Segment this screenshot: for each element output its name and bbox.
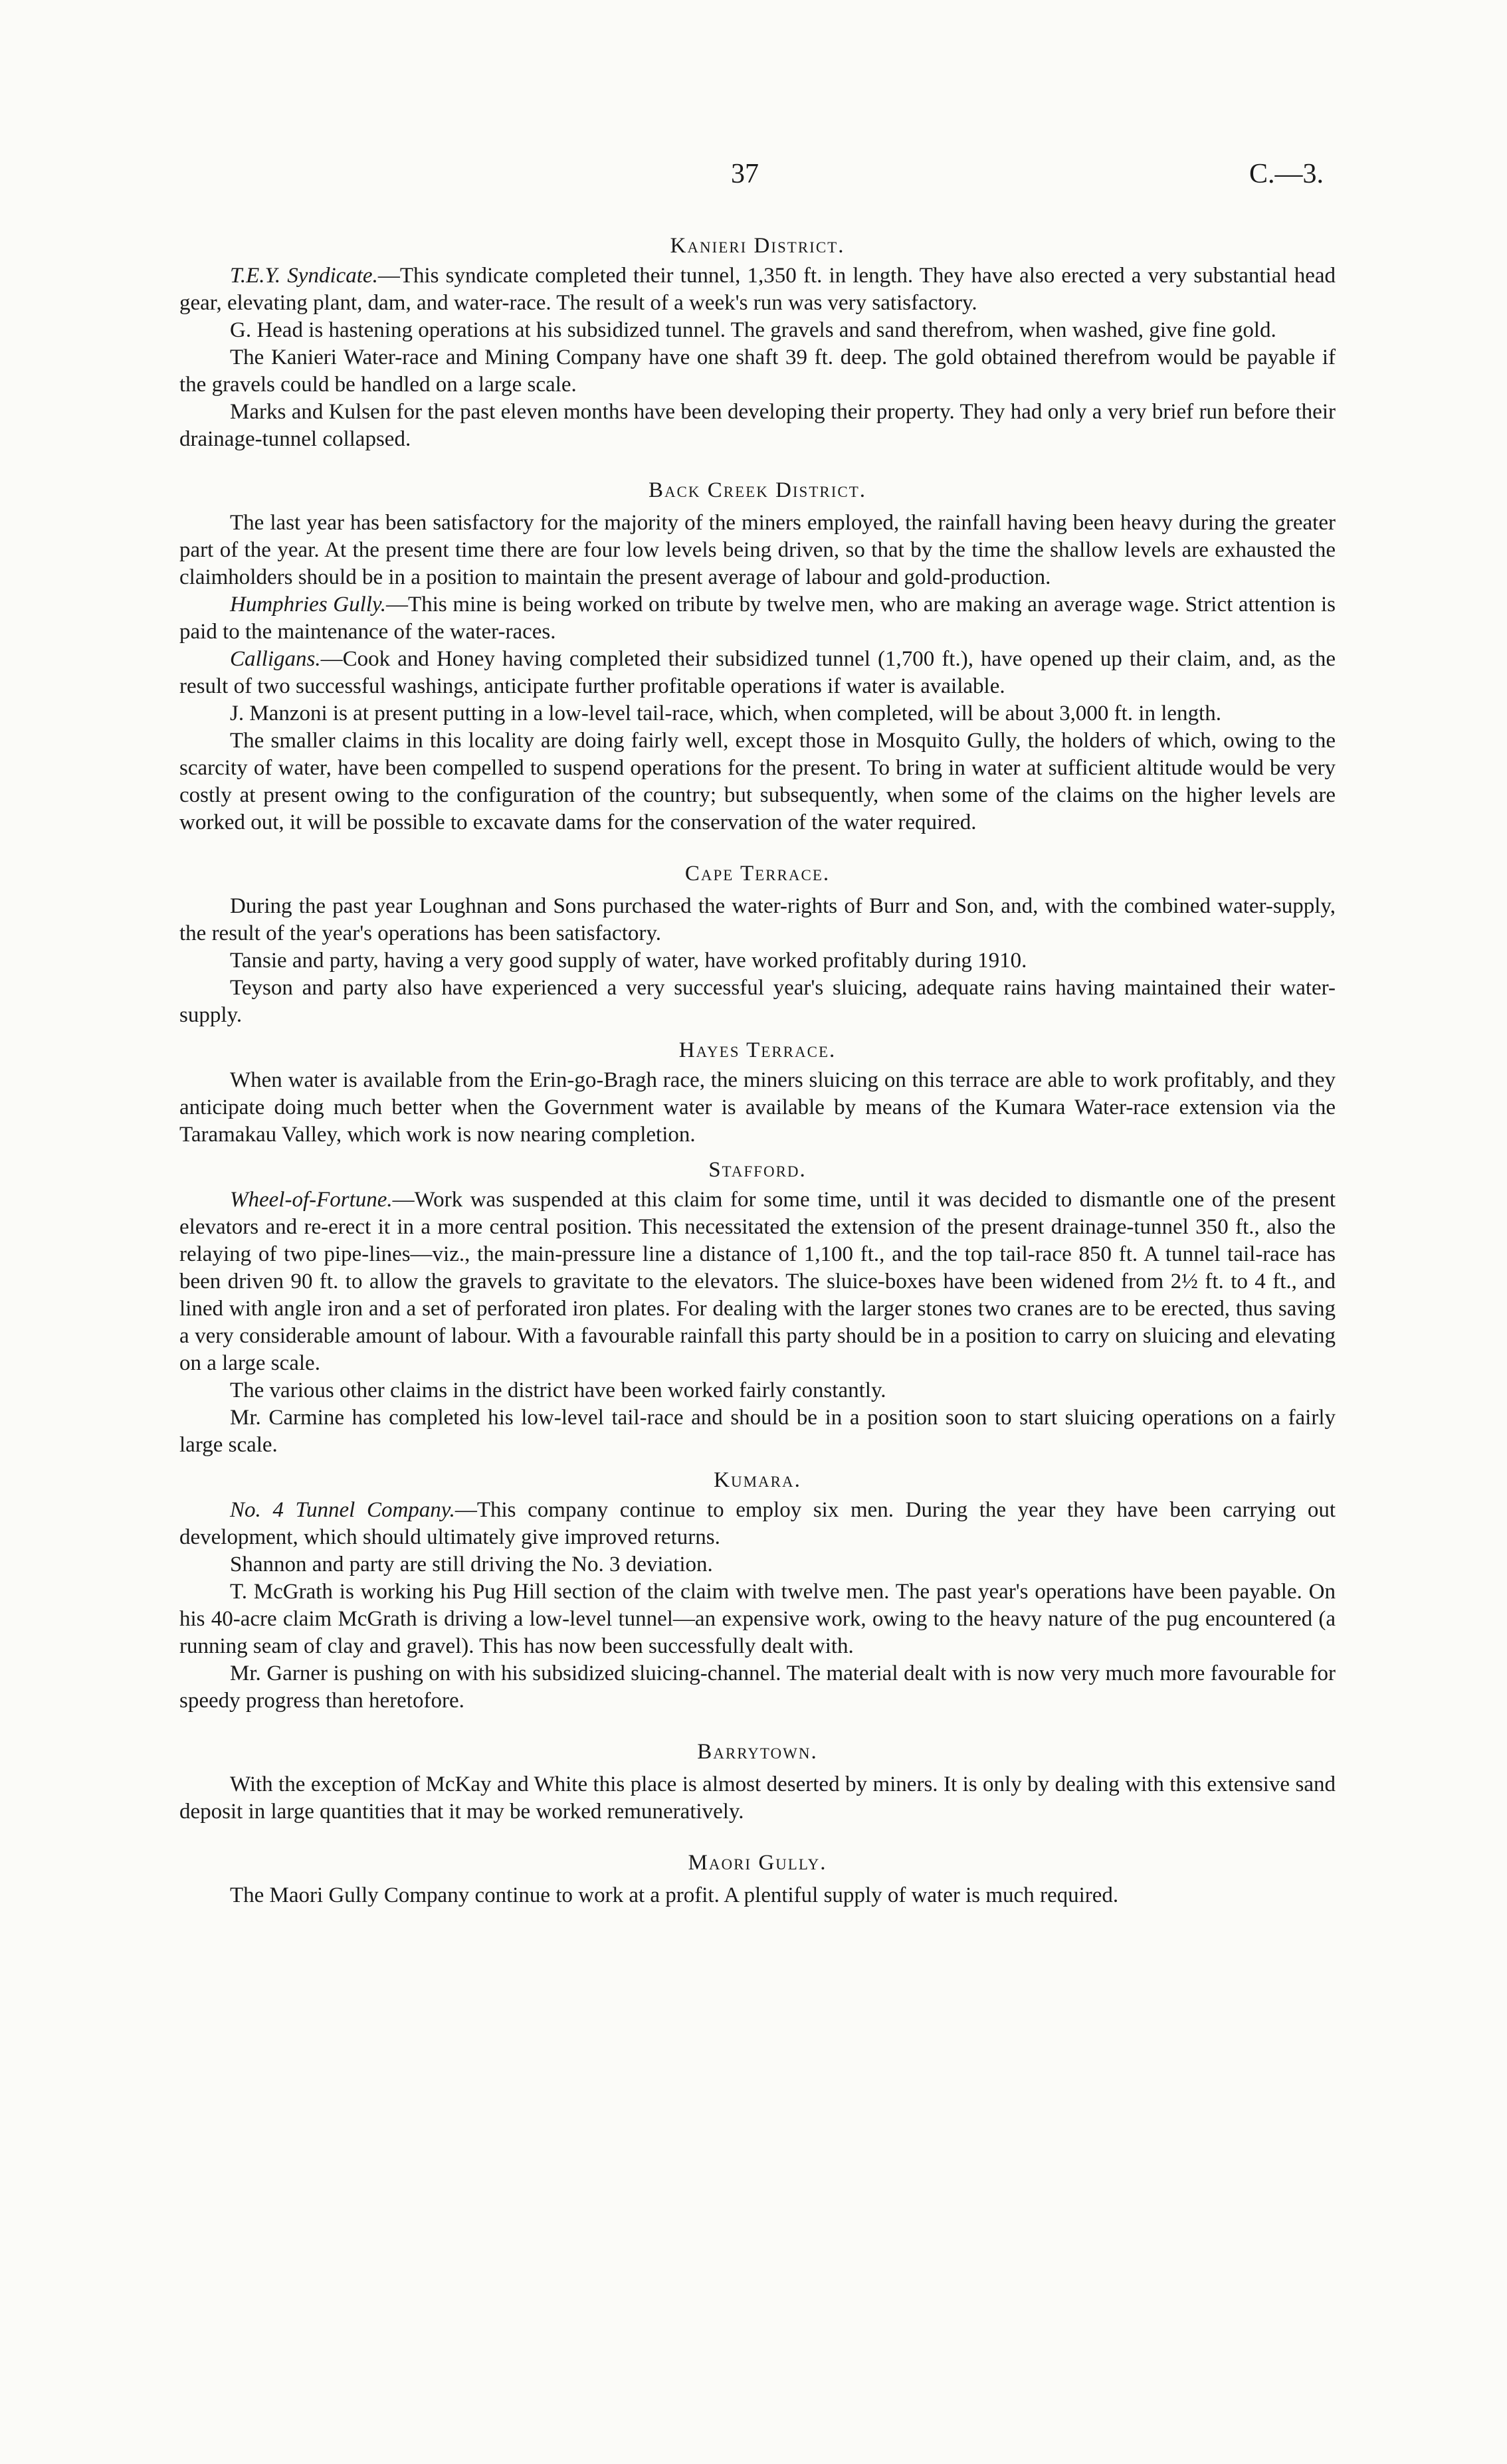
paragraph-lead: Humphries Gully. [230,593,387,616]
paragraph [179,1882,1336,1909]
paragraph [179,1497,1336,1551]
paragraph-text: Marks and Kulsen for the past eleven months have been developing their property. They had only a very brief run before their drainage-tunnel collapsed. [179,400,1336,451]
paragraph-lead: Wheel-of-Fortune. [230,1188,393,1212]
paragraph-text: T. McGrath is working his Pug Hill section of the claim with twelve men. The past year's operations have been payable. On his 40-acre claim McGrath is driving a low-level tunnel—an expensive work, owing to the heavy nature of the pug encountered (a running seam of clay and gravel). This has now been successfully dealt with. [179,1580,1336,1658]
section-back-creek-district [179,478,1336,836]
section-cape-terrace [179,862,1336,1029]
paragraph-text: The last year has been satisfactory for the majority of the miners employed, the rainfall having been heavy during the greater part of the year. At the present time there are four low levels being driven, so that by the time the shallow levels are exhausted the claimholders should be in a position to maintain the present average of labour and gold-production. [179,511,1336,589]
paragraph-text: The various other claims in the district have been worked fairly constantly. [230,1378,886,1402]
section-heading: Barrytown. [697,1740,818,1764]
paragraph [179,317,1336,344]
paragraph-text: G. Head is hastening operations at his subsidized tunnel. The gravels and sand therefrom, when washed, give fine gold. [230,318,1276,342]
paragraph-lead: Calligans. [230,647,321,671]
paragraph [179,1578,1336,1660]
paragraph-text: During the past year Loughnan and Sons purchased the water-rights of Burr and Son, and, with the combined water-supply, the result of the year's operations has been satisfactory. [179,894,1336,945]
paragraph-lead: T.E.Y. Syndicate. [230,264,378,288]
section-stafford [179,1158,1336,1459]
paragraph [179,1771,1336,1826]
section-kumara [179,1468,1336,1715]
paragraph-text: —Work was suspended at this claim for some time, until it was decided to dismantle one of the present elevators and re-erect it in a more central position. This necessitated the extension of the present drainage-tunnel 350 ft., also the relaying of two pipe-lines—viz., the main-pressure line a distance of 1,100 ft., and the top tail-race 850 ft. A tunnel tail-race has been driven 90 ft. to allow the gravels to gravitate to the elevators. The sluice-boxes have been widened from 2½ ft. to 4 ft., and lined with angle iron and a set of perforated iron plates. For dealing with the larger stones two cranes are to be erected, thus saving a very considerable amount of labour. With a favourable rainfall this party should be in a position to carry on sluicing and elevating on a large scale. [179,1188,1336,1375]
paragraph [179,1551,1336,1578]
paragraph-text: The Maori Gully Company continue to work at a profit. A plentiful supply of water is much required. [230,1883,1119,1907]
section-heading: Maori Gully. [688,1851,827,1875]
paragraph [179,1186,1336,1377]
paragraph-text: Mr. Garner is pushing on with his subsidized sluicing-channel. The material dealt with is now very much more favourable for speedy progress than heretofore. [179,1661,1336,1713]
paragraph-text: The Kanieri Water-race and Mining Company have one shaft 39 ft. deep. The gold obtained therefrom would be payable if the gravels could be handled on a large scale. [179,345,1336,397]
paragraph-text: Mr. Carmine has completed his low-level tail-race and should be in a position soon to start sluicing operations on a fairly large scale. [179,1406,1336,1457]
paragraph [179,1377,1336,1404]
section-heading: Back Creek District. [648,478,867,502]
paragraph [179,1660,1336,1715]
paragraph-text: Shannon and party are still driving the No. 3 deviation. [230,1553,713,1576]
section-heading: Stafford. [708,1158,807,1182]
paragraph [179,893,1336,947]
paragraph-text: J. Manzoni is at present putting in a low-level tail-race, which, when completed, will be about 3,000 ft. in length. [230,702,1221,725]
paragraph-text: —This syndicate completed their tunnel, 1,350 ft. in length. They have also erected a very substantial head gear, elevating plant, dam, and water-race. The result of a week's run was very satisfactory. [179,264,1336,315]
page-body [179,225,1336,1909]
section-heading: Hayes Terrace. [678,1038,837,1062]
paragraph-text: With the exception of McKay and White this place is almost deserted by miners. It is only by dealing with this extensive sand deposit in large quantities that it may be worked remuneratively. [179,1772,1336,1824]
paragraph [179,262,1336,317]
section-barrytown [179,1740,1336,1826]
section-hayes-terrace [179,1038,1336,1149]
paragraph [179,646,1336,700]
paragraph-text: —Cook and Honey having completed their subsidized tunnel (1,700 ft.), have opened up their claim, and, as the result of two successful washings, anticipate further profitable operations if water is available. [179,647,1336,698]
paragraph [179,975,1336,1029]
paragraph [179,591,1336,646]
paragraph [179,700,1336,727]
section-kanieri-district [179,234,1336,453]
paragraph-text: —This company continue to employ six men. During the year they have been carrying out development, which should ultimately give improved returns. [179,1498,1336,1549]
paragraph [179,1404,1336,1459]
paragraph [179,1067,1336,1149]
paragraph-text: —This mine is being worked on tribute by twelve men, who are making an average wage. Strict attention is paid to the maintenance of the water-races. [179,593,1336,644]
paragraph [179,727,1336,836]
page-number: 37 [731,159,759,189]
document-reference: C.—3. [1249,159,1324,189]
paragraph-lead: No. 4 Tunnel Company. [230,1498,455,1522]
section-heading: Cape Terrace. [684,862,831,886]
section-maori-gully [179,1851,1336,1909]
paragraph [179,399,1336,453]
section-heading: Kumara. [714,1468,801,1492]
paragraph-text: When water is available from the Erin-go-Bragh race, the miners sluicing on this terrace are able to work profitably, and they anticipate doing much better when the Government water is available by means of the Kumara Water-race extension via the Taramakau Valley, which work is now nearing completion. [179,1068,1336,1147]
paragraph [179,947,1336,975]
paragraph-text: Teyson and party also have experienced a very successful year's sluicing, adequate rains having maintained their water-supply. [179,976,1336,1027]
paragraph [179,344,1336,399]
section-heading: Kanieri District. [670,234,845,258]
paragraph [179,510,1336,591]
paragraph-text: Tansie and party, having a very good supply of water, have worked profitably during 1910. [230,949,1027,973]
paragraph-text: The smaller claims in this locality are doing fairly well, except those in Mosquito Gully, the holders of which, owing to the scarcity of water, have been compelled to suspend operations for the present. To bring in water at sufficient altitude would be very costly at present owing to the configuration of the country; but subsequently, when some of the claims on the higher levels are worked out, it will be possible to excavate dams for the conservation of the water required. [179,729,1336,834]
